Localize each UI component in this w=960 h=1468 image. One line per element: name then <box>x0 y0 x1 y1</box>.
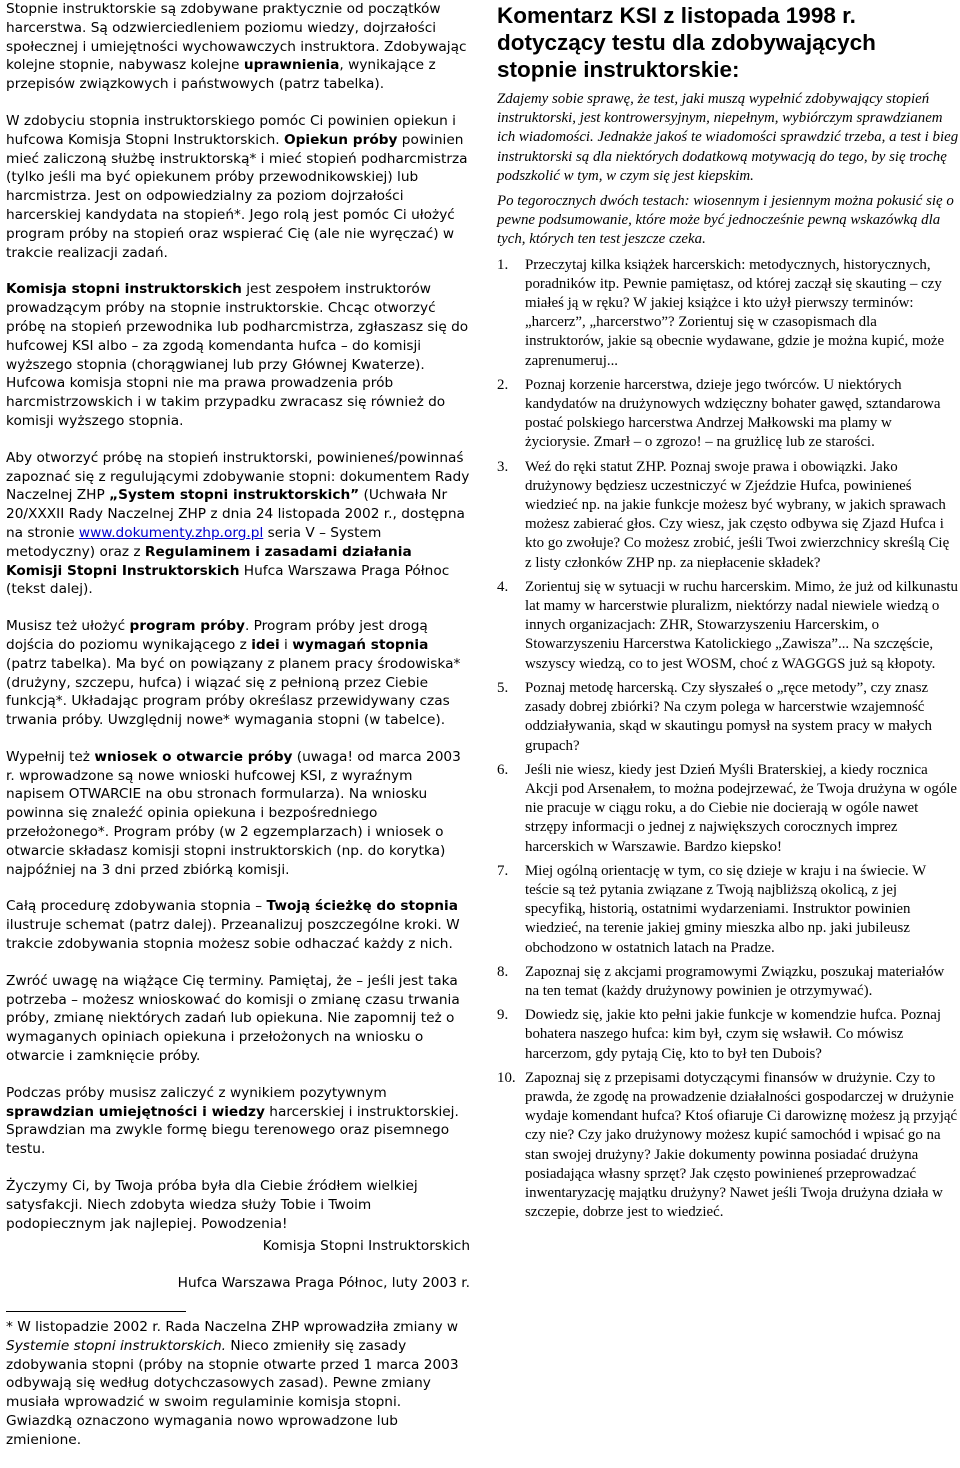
list-item <box>497 578 959 674</box>
item-number: 10. <box>497 1069 516 1086</box>
list-item <box>497 256 959 371</box>
path-paragraph: Całą procedurę zdobywania stopnia – Twoją ścieżkę do stopnia ilustruje schemat (patrz dalej). Przeanalizuj poszczególne kroki. W trakcie zdobywania stopnia możesz sobie odhaczać każdy z nich. <box>6 898 460 953</box>
commission-paragraph: Komisja stopni instruktorskich jest zespołem instruktorów prowadzącym próby na stopnie instruktorskie. Chcąc otworzyć próbę na stopień przewodnika lub podharcmistrza, zgłaszasz się do hufcowej KSI albo – za zgodą komendanta hufca – do komisji wyższego stopnia (chorągwianej lub przy Głównej Kwaterze). Hufcowa komisja stopni nie ma prawa prowadzenia prób harcmistrzowskich i w takim przypadku zwracasz się również do komisji wyższego stopnia. <box>6 281 469 429</box>
comment-intro-2: Po tegorocznych dwóch testach: wiosennym i jesiennym można pokusić się o pewne podsumowanie, które może być jednocześnie pewną wskazówką dla tych, których ten test jeszcze czeka. <box>497 193 954 248</box>
item-number: 8. <box>497 963 509 980</box>
item-number: 2. <box>497 376 509 393</box>
item-text: Weź do ręki statut ZHP. Poznaj swoje prawa i obowiązki. Jako drużynowy będziesz uczestniczyć w Zjeździe Hufca, powinieneś wiedzieć np. na jakie funkcje możesz być wybrany, w jakich sprawach możesz zabierać głos. Czy wiesz, jak często odbywa się Zjazd Hufca i kto go zwołuje? Co możesz zrobić, jeśli Twoi zwierzchnicy skreślą Cię z listy członków ZHP np. za niepłacenie składek? <box>525 458 950 571</box>
comment-title: Komentarz KSI z listopada 1998 r. dotyczący testu dla zdobywających stopnie instruktorskie: <box>497 3 876 82</box>
intro-paragraph: Stopnie instruktorskie są zdobywane praktycznie od początków harcerstwa. Są odzwierciedleniem poziomu wiedzy, dojrzałości społecznej i umiejętności wychowawczych instruktora. Zdobywając kolejne stopnie, nabywasz kolejne uprawnienia, wynikające z przepisów związkowych i państwowych (patrz tabelka). <box>6 1 467 93</box>
right-column <box>497 2 959 1227</box>
list-item <box>497 376 959 453</box>
item-number: 1. <box>497 256 509 273</box>
item-text: Poznaj metodę harcerską. Czy słyszałeś o „ręce metody”, czy znasz zasady dobrej zbiórki? Na czym polega w harcerstwie wzajemność oddziaływania, skąd w skautingu pomysł na system pracy w małych grupach? <box>525 679 932 754</box>
item-number: 5. <box>497 679 509 696</box>
item-text: Przeczytaj kilka książek harcerskich: metodycznych, historycznych, poradników itp. Pewnie pamiętasz, od której zaczął się skauting – czy miałeś ją w ręku? W jakiej książce i kto użył pierwszy terminów: „harcerz”, „harcerstwo”? Zorientuj się w czasopismach dla instruktorów, jakie są obecnie wydawane, gdzie je można kupić, może zaprenumeruj... <box>525 256 945 369</box>
item-text: Zorientuj się w sytuacji w ruchu harcerskim. Mimo, że już od kilkunastu lat mamy w harcerstwie pluralizm, niektórzy nadal niewiele wiedzą o innych organizacjach: ZHR, Stowarzyszeniu Harcerskim, o Stowarzyszeniu Harcerstwa Katolickiego „Zawisza”... Na szczęście, wszyscy wiedzą, co to jest WOSM, choć z WAGGGS już są kłopoty. <box>525 578 958 672</box>
list-item <box>497 862 959 958</box>
program-paragraph: Musisz też ułożyć program próby. Program próby jest drogą dojścia do poziomu wynikającego z idei i wymagań stopnia (patrz tabelka). Ma być on powiązany z planem pracy środowiska* (drużyny, szczepu, hufca) i wiązać się z pełnioną przez Ciebie funkcją*. Układając program próby określasz przewidywany czas trwania próby. Uwzględnij nowe* wymagania stopni (w tabelce). <box>6 618 461 729</box>
test-paragraph: Podczas próby musisz zaliczyć z wynikiem pozytywnym sprawdzian umiejętności i wiedzy harcerskiej i instruktorskiej. Sprawdzian ma zwykle formę biegu terenowego oraz pisemnego testu. <box>6 1084 459 1158</box>
signature-line-2: Hufca Warszawa Praga Północ, luty 2003 r. <box>177 1275 470 1292</box>
signature-line-1: Komisja Stopni Instruktorskich <box>262 1238 470 1255</box>
item-text: Zapoznaj się z przepisami dotyczącymi finansów w drużynie. Czy to prawda, że zgodę na prowadzenie działalności gospodarczej w drużynie wydaje komendant hufca? Ktoś ofiaruje Ci darowiznę możesz ją przyjąć czy nie? Czy jako drużynowy możesz kupić samochód i wpisać go na stan swojej drużyny? Jakie dokumenty powinna posiadać drużyna posiadająca własny sprzęt? Jak często powinieneś przeprowadzać inwentaryzację majątku drużyny? Nawet jeśli Twoja drużyna działa w szczepie, dobrze jest to wiedzieć. <box>525 1069 958 1221</box>
item-text: Poznaj korzenie harcerstwa, dzieje jego twórców. U niektórych kandydatów na drużynowych wdzięczny bohater gawęd, sztandarowa postać polskiego harcerstwa Andrzej Małkowski ma plamy w życiorysie. Zmarł – o zgrozo! – na grużlicę lub ze starości. <box>525 376 941 451</box>
deadlines-paragraph: Zwróć uwagę na wiążące Cię terminy. Pamiętaj, że – jeśli jest taka potrzeba – możesz wnioskować do komisji o zmianę czasu trwania próby, zmianę niektórych zadań lub opiekuna. Nie zapomnij też o wymaganych opiniach opiekuna i przełożonych na wniosku o otwarcie i zamknięcie próby. <box>6 972 460 1065</box>
dokumenty-link[interactable]: www.dokumenty.zhp.org.pl <box>78 524 264 541</box>
footnote: * W listopadzie 2002 r. Rada Naczelna ZHP wprowadziła zmiany w Systemie stopni instruktorskich. Nieco zmieniły się zasady zdobywania stopni (próby na stopnie otwarte przed 1 marca 2003 odbywają się według dotychczasowych zasad). Pewne zmiany musiała wprowadzić w swoim regulaminie komisja stopni. Gwiazdką oznaczono wymagania nowo wprowadzone lub zmienione. <box>6 1319 459 1448</box>
list-item <box>497 1006 959 1064</box>
item-text: Zapoznaj się z akcjami programowymi Związku, poszukaj materiałów na ten temat (każdy drużynowy powinien je otrzymywać). <box>525 963 945 999</box>
tips-list <box>497 256 959 1223</box>
footnote-divider <box>6 1311 186 1312</box>
documents-paragraph: Aby otworzyć próbę na stopień instruktorski, powinieneś/powinnaś zapoznać się z regulującymi zdobywanie stopni: dokumentem Rady Naczelnej ZHP „System stopni instruktorskich” (Uchwała Nr 20/XXXII Rady Naczelnej ZHP z dnia 24 listopada 2002 r., dostępna na stronie www.dokumenty.zhp.org.pl seria V – System metodyczny) oraz z Regulaminem i zasadami działania Komisji Stopni Instruktorskich Hufca Warszawa Praga Północ (tekst dalej). <box>6 449 470 598</box>
item-text: Miej ogólną orientację w tym, co się dzieje w kraju i na świecie. W teście są też pytania związane z Twoją najbliższą okolicą, z jej specyfiką, historią, ostatnimi wydarzeniami. Instruktor powinien wiedzieć, na terenie jakiej gminy mieszka albo np. jaki jubileusz obchodzono w ostatnich latach na Pradze. <box>525 862 926 956</box>
mentor-paragraph: W zdobyciu stopnia instruktorskiego pomóc Ci powinien opiekun i hufcowa Komisja Stopni Instruktorskich. Opiekun próby powinien mieć zaliczoną służbę instruktorską* i mieć stopień podharcmistrza (tylko jeśli ma być opiekunem próby przewodnikowskiej) lub harcmistrza. Jest on odpowiedzialny za poziom dojrzałości harcerskiej kandydata na stopień*. Jego rolą jest pomóc Ci ułożyć program próby na stopień oraz wspierać Cię (ale nie wyręczać) w trakcie realizacji zadań. <box>6 112 468 261</box>
comment-intro-1: Zdajemy sobie sprawę, że test, jaki muszą wypełnić zdobywający stopień instruktorski, jest kontrowersyjnym, niepełnym, wybiórczym sprawdzianem ich wiadomości. Jednakże jakoś te wiadomości sprawdzić trzeba, a test i bieg instruktorski są dla niektórych dodatkową motywacją do tego, by się trochę podszkolić w tym, w czym się jest kiepskim. <box>497 91 959 184</box>
application-paragraph: Wypełnij też wniosek o otwarcie próby (uwaga! od marca 2003 r. wprowadzone są nowe wnioski hufcowej KSI, z wyraźnym napisem OTWARCIE na obu stronach formularza). Na wniosku powinna się znaleźć opinia opiekuna i bezpośredniego przełożonego*. Program próby (w 2 egzemplarzach) i wniosek o otwarcie składasz komisji stopni instruktorskich (np. do korytka) najpóźniej na 3 dni przed zbiórką komisji. <box>6 748 461 878</box>
wishes-paragraph: Życzymy Ci, by Twoja próba była dla Ciebie źródłem wielkiej satysfakcji. Niech zdobyta wiedza służy Tobie i Twoim podopiecznym jak najlepiej. Powodzenia! <box>6 1178 418 1232</box>
item-number: 3. <box>497 458 509 475</box>
list-item <box>497 963 959 1001</box>
left-column <box>6 0 470 1468</box>
list-item <box>497 761 959 857</box>
list-item <box>497 679 959 756</box>
item-number: 9. <box>497 1007 509 1024</box>
item-number: 6. <box>497 761 509 778</box>
list-item <box>497 1069 959 1223</box>
item-text: Jeśli nie wiesz, kiedy jest Dzień Myśli Braterskiej, a kiedy rocznica Akcji pod Arsenałem, to można podejrzewać, że Twoja drużyna w ogóle nie pracuje w ciągu roku, a do Ciebie nie docierają w ogóle nawet strzępy informacji o jednej z największych corocznych imprez harcerskich w Warszawie. Bardzo kiepsko! <box>525 761 958 855</box>
list-item <box>497 458 959 573</box>
item-number: 7. <box>497 862 509 879</box>
item-text: Dowiedz się, jakie kto pełni jakie funkcje w komendzie hufca. Poznaj bohatera naszego hufca: kim był, czym się wsławił. Co mówisz harcerzom, gdy pytają Cię, kto to był ten Dubois? <box>525 1007 941 1062</box>
item-number: 4. <box>497 578 509 595</box>
